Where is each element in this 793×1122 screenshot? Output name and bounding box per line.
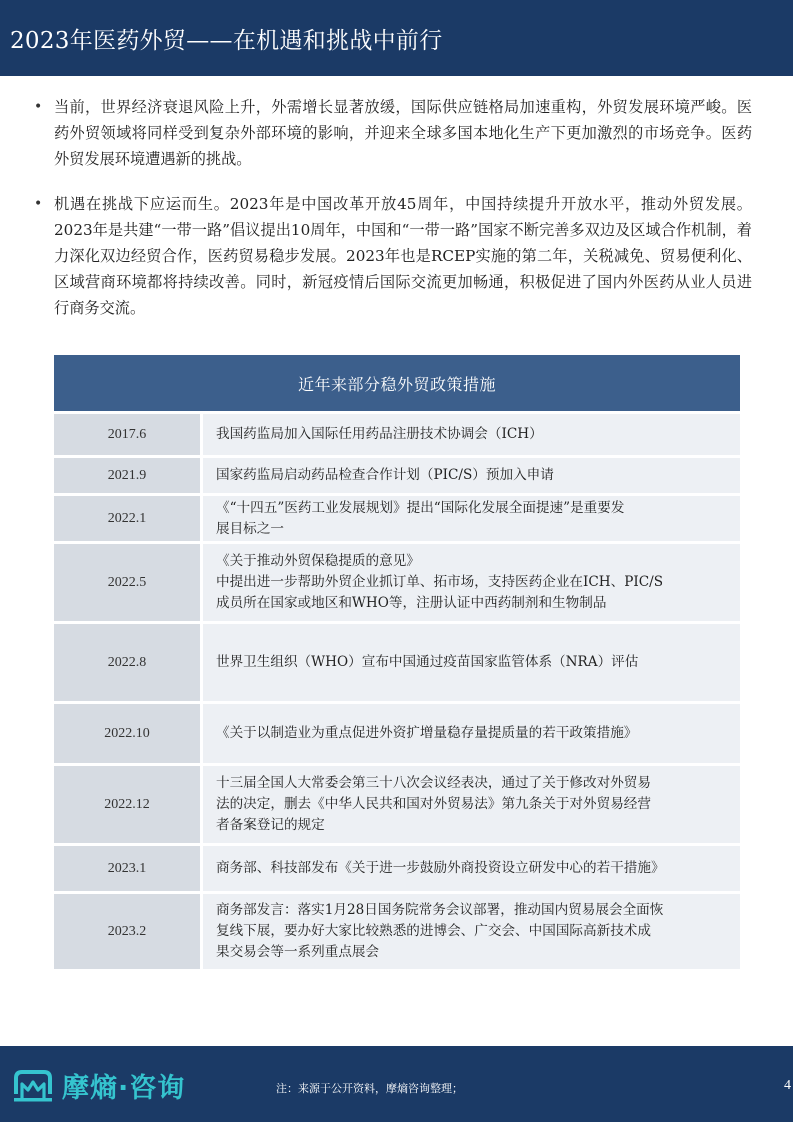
page-number: 4 (784, 1078, 791, 1093)
table-row (54, 455, 740, 493)
logo-mark-icon (12, 1068, 54, 1104)
bullet-point: • (34, 196, 43, 212)
row-description (200, 894, 740, 969)
row-date: 2022.12 (54, 766, 200, 843)
paragraph-text: 当前，世界经济衰退风险上升，外需增长显著放缓，国际供应链格局加速重构，外贸发展环境严峻。医药外贸领域将同样受到复杂外部环境的影响，并迎来全球多国本地化生产下更加激烈的市场竞争。医药外贸发展环境遭遇新的挑战。 (54, 98, 752, 168)
page-header (0, 0, 793, 76)
row-date: 2021.9 (54, 458, 200, 493)
row-date: 2022.5 (54, 544, 200, 621)
description-line: 展目标之一 (216, 520, 284, 537)
description-line: 商务部、科技部发布《关于进一步鼓励外商投资设立研发中心的若干措施》 (216, 860, 665, 876)
description-line: 《关于以制造业为重点促进外资扩增量稳存量提质量的若干政策措施》 (216, 725, 638, 741)
row-description (200, 624, 740, 701)
table-row (54, 493, 740, 541)
row-date: 2022.1 (54, 496, 200, 541)
bullet-point: • (34, 99, 43, 115)
table-row (54, 701, 740, 763)
description-line: 法的决定，删去《中华人民共和国对外贸易法》第九条关于对外贸易经营 (216, 796, 651, 812)
description-line: 成员所在国家或地区和WHO等，注册认证中西药制剂和生物制品 (216, 595, 607, 611)
description-line: 国家药监局启动药品检查合作计划（PIC/S）预加入申请 (216, 467, 554, 483)
row-date: 2022.10 (54, 704, 200, 763)
row-description (200, 414, 740, 455)
description-line: 《关于推动外贸保稳提质的意见》 (216, 553, 420, 569)
description-line: 我国药监局加入国际任用药品注册技术协调会（ICH） (216, 426, 543, 442)
source-note: 注：来源于公开资料，摩熵咨询整理； (276, 1082, 463, 1095)
logo-text: 摩熵·咨询 (62, 1073, 186, 1104)
description-line: 世界卫生组织（WHO）宣布中国通过疫苗国家监管体系（NRA）评估 (216, 654, 639, 670)
paragraph-2 (34, 191, 752, 321)
table-row (54, 843, 740, 891)
row-description (200, 544, 740, 621)
row-date: 2022.8 (54, 624, 200, 701)
description-line: 中提出进一步帮助外贸企业抓订单、拓市场，支持医药企业在ICH、PIC/S (216, 574, 664, 590)
row-description (200, 458, 740, 493)
table-title: 近年来部分稳外贸政策措施 (54, 355, 740, 411)
row-description (200, 846, 740, 891)
description-line: 商务部发言：落实1月28日国务院常务会议部署，推动国内贸易展会全面恢 (216, 902, 664, 918)
row-date: 2023.2 (54, 894, 200, 969)
paragraph-text: 机遇在挑战下应运而生。2023年是中国改革开放45周年，中国持续提升开放水平，推动外贸发展。2023年是共建“一带一路”倡议提出10周年，中国和“一带一路”国家不断完善多双边及区域合作机制，着力深化双边经贸合作，医药贸易稳步发展。2023年也是RCEP实施的第二年，关税减免、贸易便利化、区域营商环境都将持续改善。同时，新冠疫情后国际交流更加畅通，积极促进了国内外医药从业人员进行商务交流。 (54, 195, 752, 317)
description-line: 《“十四五”医药工业发展规划》提出“国际化发展全面提速”是重要发 (216, 499, 625, 516)
row-date: 2017.6 (54, 414, 200, 455)
table-row (54, 541, 740, 621)
table-row (54, 411, 740, 455)
description-line: 复线下展，要办好大家比较熟悉的进博会、广交会、中国国际高新技术成 (216, 923, 651, 939)
row-description (200, 766, 740, 843)
table-row (54, 621, 740, 701)
description-line: 十三届全国人大常委会第三十八次会议经表决，通过了关于修改对外贸易 (216, 775, 651, 791)
policy-table (54, 355, 740, 969)
paragraph-1 (34, 94, 752, 172)
description-line: 果交易会等一系列重点展会 (216, 944, 380, 960)
table-row (54, 763, 740, 843)
brand-logo (12, 1066, 185, 1105)
row-description (200, 704, 740, 763)
table-row (54, 891, 740, 969)
row-date: 2023.1 (54, 846, 200, 891)
page-title: 2023年医药外贸——在机遇和挑战中前行 (10, 28, 443, 54)
description-line: 者备案登记的规定 (216, 817, 325, 833)
row-description (200, 496, 740, 541)
